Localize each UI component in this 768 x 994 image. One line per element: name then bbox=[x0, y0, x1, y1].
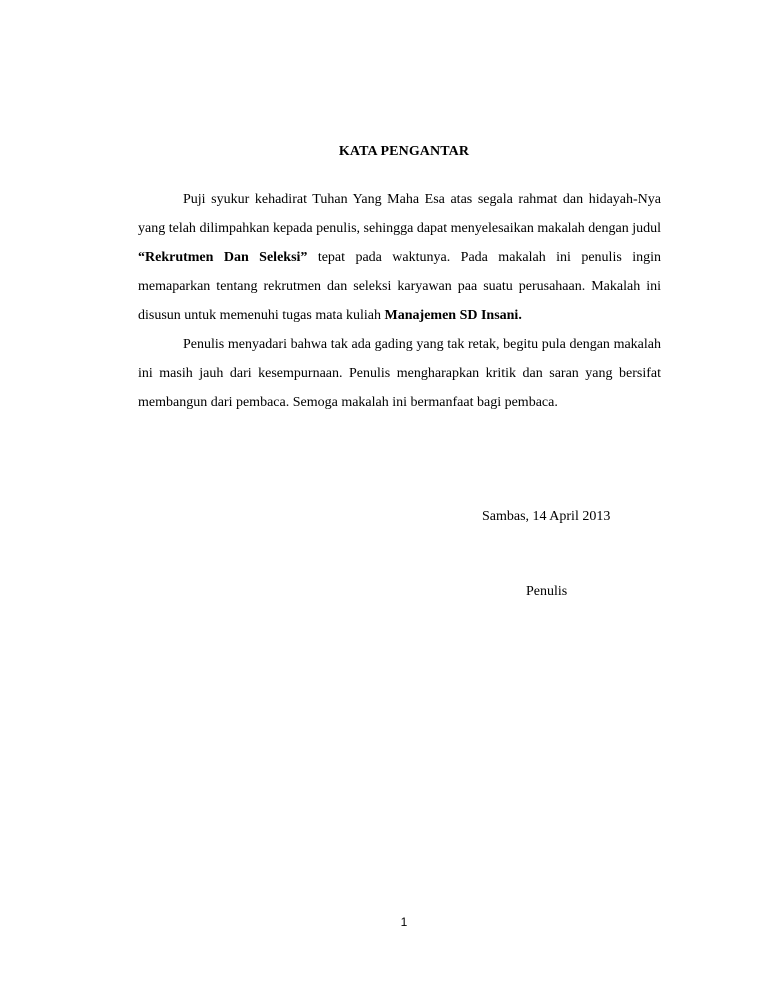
page-title: KATA PENGANTAR bbox=[338, 144, 470, 159]
document-body bbox=[138, 185, 661, 417]
paragraph-1-text-b: tepat pada waktunya. Pada makalah ini penulis ingin memaparkan tentang rekrutmen dan seleksi karyawan paa suatu perusahaan. Makalah ini disusun untuk memenuhi tugas mata kuliah bbox=[138, 250, 661, 323]
paragraph-1-text-a: Puji syukur kehadirat Tuhan Yang Maha Esa atas segala rahmat dan hidayah-Nya yang telah dilimpahkan kepada penulis, sehingga dapat menyelesaikan makalah dengan judul bbox=[138, 192, 661, 236]
course-name-bold: Manajemen SD Insani. bbox=[384, 308, 522, 323]
paragraph-1 bbox=[138, 185, 661, 330]
paragraph-2: Penulis menyadari bahwa tak ada gading yang tak retak, begitu pula dengan makalah ini masih jauh dari kesempurnaan. Penulis mengharapkan kritik dan saran yang bersifat membangun dari pembaca. Semoga makalah ini bermanfaat bagi pembaca. bbox=[138, 337, 661, 410]
paper-title-bold: “Rekrutmen Dan Seleksi” bbox=[138, 250, 308, 265]
page-number: 1 bbox=[400, 915, 408, 929]
place-date: Sambas, 14 April 2013 bbox=[482, 509, 611, 524]
author-signature: Penulis bbox=[526, 584, 568, 599]
